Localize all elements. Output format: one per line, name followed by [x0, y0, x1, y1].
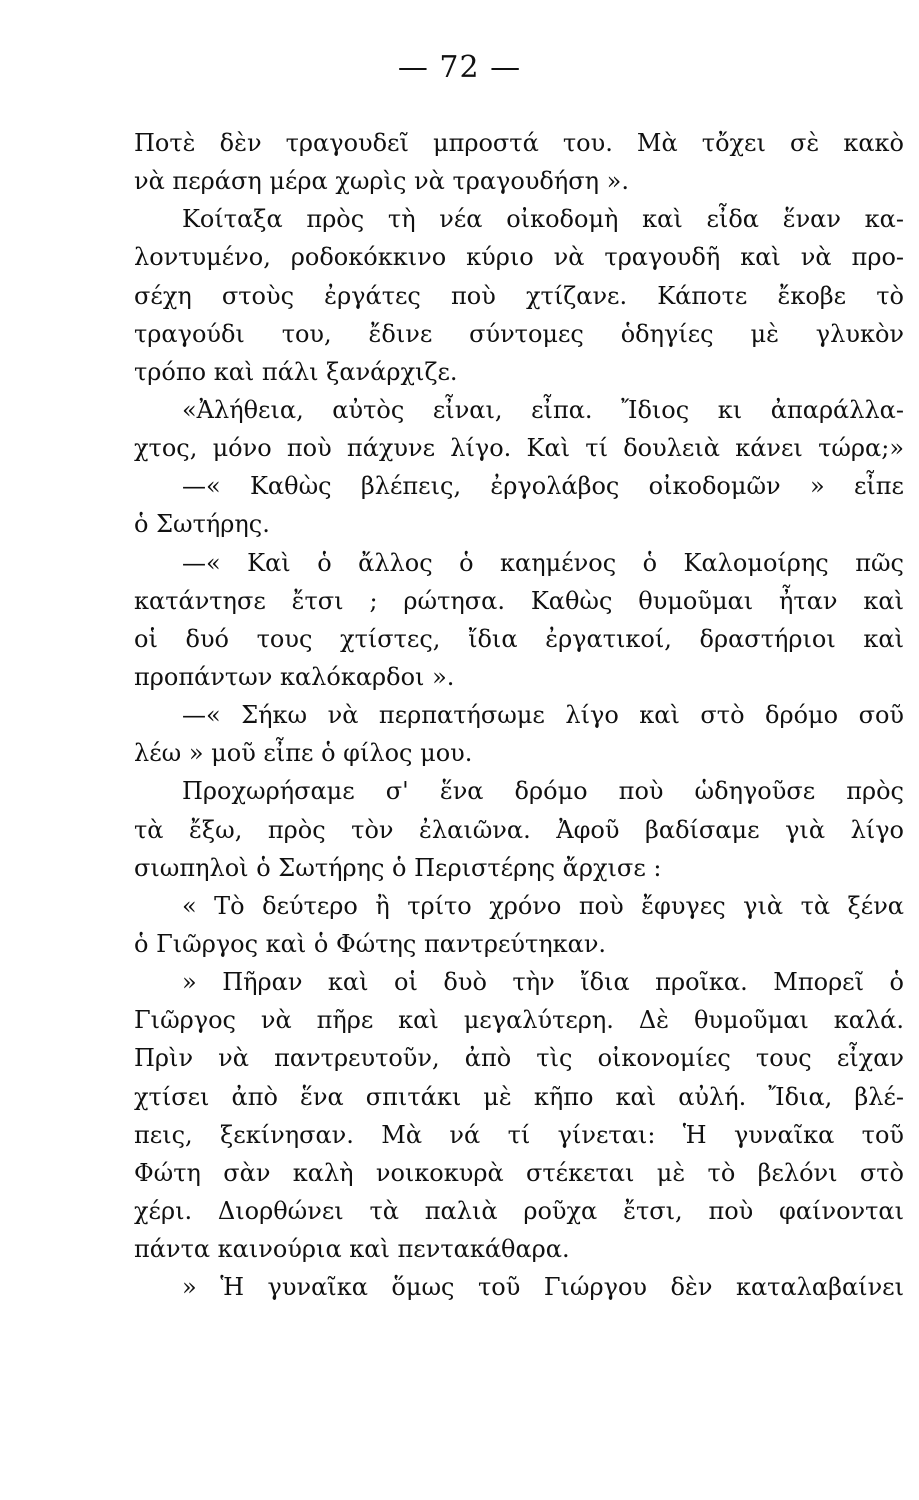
text-line: Γιῶργος νὰ πῆρε καὶ μεγαλύτερη. Δὲ θυμοῦμαι καλά. [134, 1006, 904, 1035]
text-line: —« Σήκω νὰ περπατήσωμε λίγο καὶ στὸ δρόμο σοῦ [182, 701, 904, 730]
text-line: νὰ περάση μέρα χωρὶς νὰ τραγουδήση ». [134, 167, 629, 196]
text-line: Ποτὲ δὲν τραγουδεῖ μπροστά του. Μὰ τὄχει σὲ κακὸ [134, 129, 904, 157]
text-line: «Ἀλήθεια, αὐτὸς εἶναι, εἶπα. Ἴδιος κι ἀπαράλλα- [182, 395, 904, 424]
text-line: τρόπο καὶ πάλι ξανάρχιζε. [134, 357, 458, 386]
text-line: πεις, ξεκίνησαν. Μὰ νά τί γίνεται: Ἡ γυναῖκα τοῦ [134, 1120, 904, 1149]
text-line: σέχη στοὺς ἐργάτες ποὺ χτίζανε. Κάποτε ἔκοβε τὸ [134, 281, 904, 310]
body-text [134, 124, 904, 1306]
text-line: λοντυμένο, ροδοκόκκινο κύριο νὰ τραγουδῆ καὶ νὰ προ- [134, 243, 904, 272]
text-line: » Ἡ γυναῖκα ὅμως τοῦ Γιώργου δὲν καταλαβαίνει [182, 1273, 904, 1302]
text-line: —« Καθὼς βλέπεις, ἐργολάβος οἰκοδομῶν » εἶπε [182, 472, 904, 501]
text-line: ὁ Γιῶργος καὶ ὁ Φώτης παντρεύτηκαν. [134, 929, 607, 958]
text-line: » Πῆραν καὶ οἱ δυὸ τὴν ἴδια προῖκα. Μπορεῖ ὁ [182, 968, 904, 997]
page-number: — 72 — [397, 50, 522, 85]
text-line: τὰ ἔξω, πρὸς τὸν ἐλαιῶνα. Ἀφοῦ βαδίσαμε γιὰ λίγο [134, 815, 904, 844]
text-line: —« Καὶ ὁ ἄλλος ὁ καημένος ὁ Καλομοίρης πῶς [182, 548, 904, 577]
text-line: χέρι. Διορθώνει τὰ παλιὰ ροῦχα ἔτσι, ποὺ φαίνονται [134, 1196, 904, 1225]
text-line: Κοίταξα πρὸς τὴ νέα οἰκοδομὴ καὶ εἶδα ἕναν κα- [182, 205, 904, 234]
text-line: Φώτη σὰν καλὴ νοικοκυρὰ στέκεται μὲ τὸ βελόνι στὸ [134, 1158, 904, 1187]
text-line: σιωπηλοὶ ὁ Σωτήρης ὁ Περιστέρης ἄρχισε : [134, 853, 662, 882]
text-line: Πρὶν νὰ παντρευτοῦν, ἀπὸ τὶς οἰκονομίες τους εἶχαν [134, 1044, 904, 1073]
text-line: χτίσει ἀπὸ ἕνα σπιτάκι μὲ κῆπο καὶ αὐλή. Ἴδια, βλέ- [134, 1082, 904, 1111]
text-line: ὁ Σωτήρης. [134, 510, 270, 539]
text-line: χτος, μόνο ποὺ πάχυνε λίγο. Καὶ τί δουλειὰ κάνει τώρα;» [134, 434, 904, 463]
text-line: πάντα καινούρια καὶ πεντακάθαρα. [134, 1235, 570, 1264]
text-line: λέω » μοῦ εἶπε ὁ φίλος μου. [134, 739, 473, 768]
text-line: οἱ δυό τους χτίστες, ἴδια ἐργατικοί, δραστήριοι καὶ [134, 624, 904, 653]
text-line: « Τὸ δεύτερο ἢ τρίτο χρόνο ποὺ ἔφυγες γιὰ τὰ ξένα [182, 891, 904, 920]
text-line: τραγούδι του, ἔδινε σύντομες ὁδηγίες μὲ γλυκὸν [134, 319, 904, 348]
text-line: κατάντησε ἔτσι ; ρώτησα. Καθὼς θυμοῦμαι ἦταν καὶ [134, 586, 904, 615]
text-line: Προχωρήσαμε σ' ἕνα δρόμο ποὺ ὡδηγοῦσε πρὸς [182, 777, 904, 806]
text-line: προπάντων καλόκαρδοι ». [134, 662, 455, 691]
